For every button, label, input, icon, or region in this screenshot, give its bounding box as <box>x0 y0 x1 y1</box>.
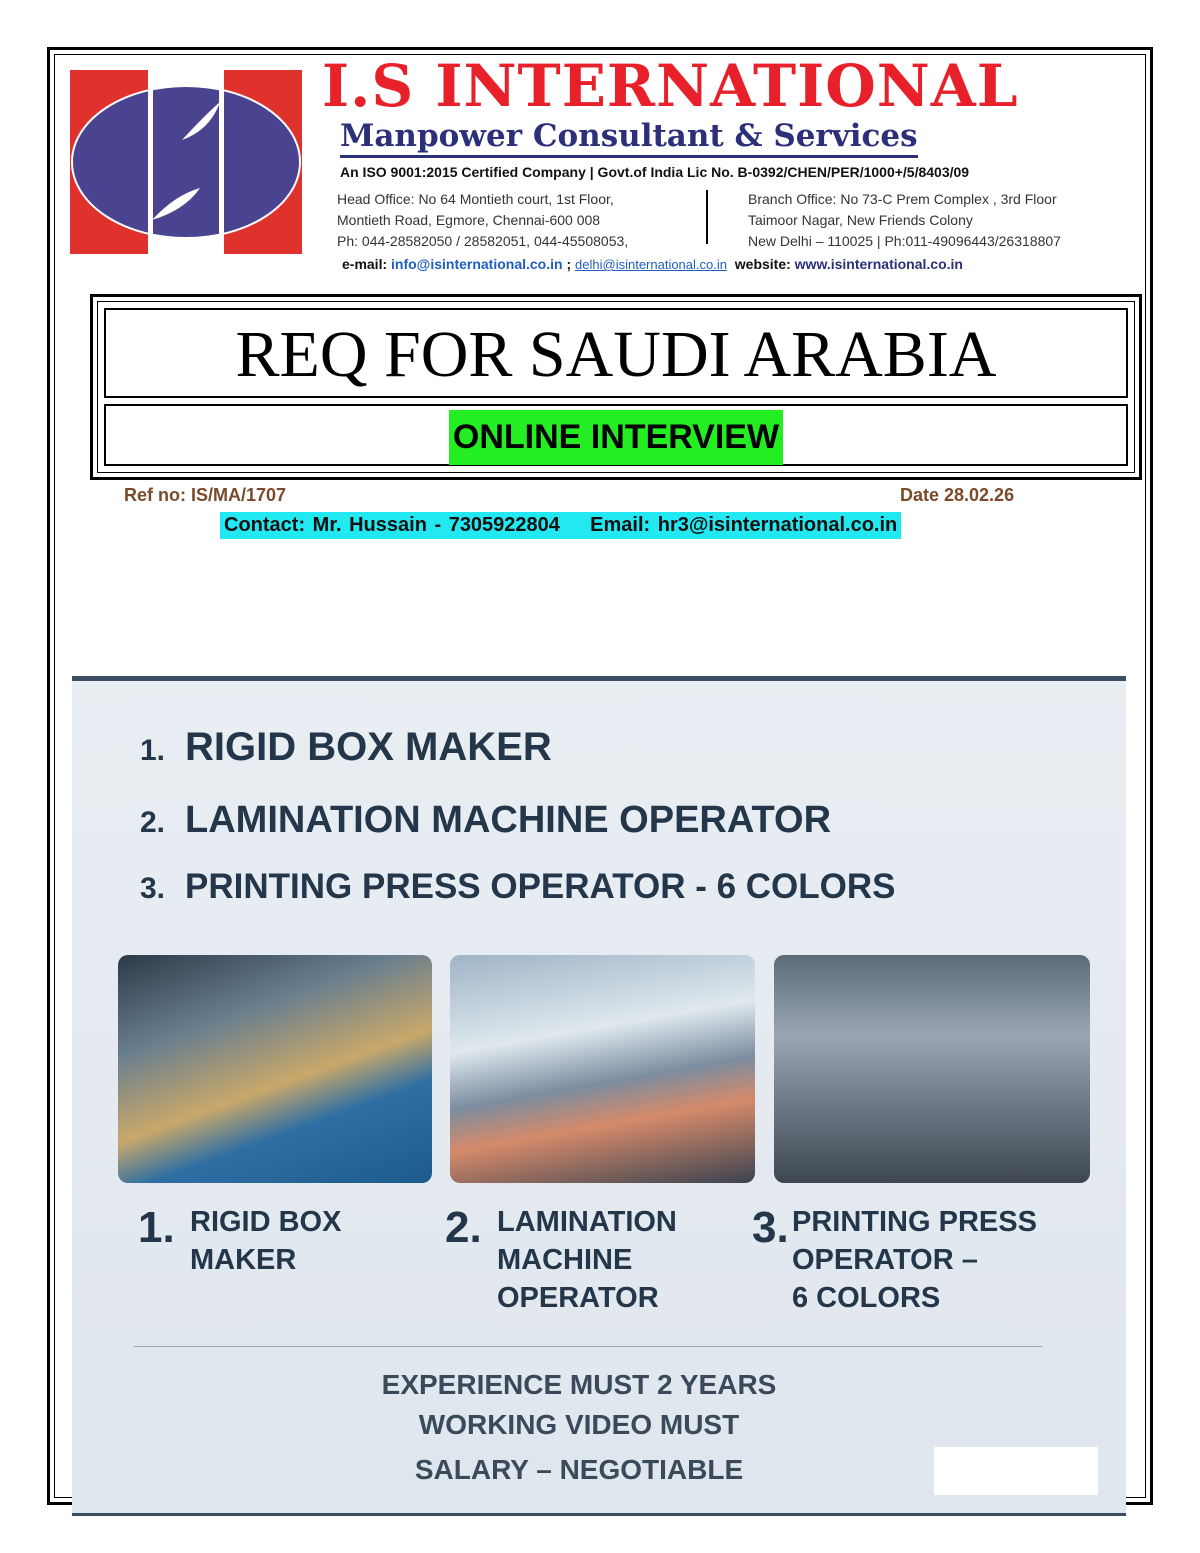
reference-number: Ref no: IS/MA/1707 <box>124 485 287 505</box>
website-label: website: <box>734 256 791 272</box>
contact-info: Contact: Mr. Hussain - 7305922804 Email: hr3@isinternational.co.in <box>220 512 901 539</box>
divider <box>134 1346 1042 1347</box>
caption-line: MACHINE <box>497 1244 633 1276</box>
caption-line: MAKER <box>190 1244 297 1276</box>
caption-line: LAMINATION <box>497 1206 677 1238</box>
page-title: REQ FOR SAUDI ARABIA <box>104 308 1128 398</box>
requirement: WORKING VIDEO MUST <box>418 1409 740 1440</box>
caption-number: 1. <box>138 1203 175 1252</box>
subtitle: ONLINE INTERVIEW <box>449 410 783 465</box>
separator: ; <box>566 256 572 272</box>
address-line: Head Office: No 64 Montieth court, 1st Floor, <box>337 191 614 207</box>
caption-line: OPERATOR <box>497 1282 659 1314</box>
subtitle-box <box>104 404 1128 466</box>
email-link[interactable]: info@isinternational.co.in <box>391 256 563 272</box>
caption-number: 2. <box>445 1203 482 1252</box>
caption <box>138 1203 342 1279</box>
email-link[interactable]: delhi@isinternational.co.in <box>575 257 727 272</box>
caption-number: 3. <box>752 1203 789 1252</box>
certification-line: An ISO 9001:2015 Certified Company | Govt.of India Lic No. B-0392/CHEN/PER/1000+/5/8403/09 <box>340 164 970 180</box>
address-line: Montieth Road, Egmore, Chennai-600 008 <box>337 212 601 228</box>
branch-office-address <box>748 189 1061 252</box>
job-title <box>140 867 896 907</box>
caption-line: 6 COLORS <box>792 1282 941 1314</box>
job-label: RIGID BOX MAKER <box>185 725 552 769</box>
job-number: 3. <box>140 872 166 905</box>
caption <box>752 1203 1037 1317</box>
company-name: I.S INTERNATIONAL <box>322 52 1019 120</box>
contact-line <box>342 256 963 272</box>
job-title <box>140 799 831 842</box>
website-link[interactable]: www.isinternational.co.in <box>794 256 963 272</box>
job-label: LAMINATION MACHINE OPERATOR <box>185 799 832 841</box>
head-office-address <box>337 189 628 252</box>
address-line: Ph: 044-28582050 / 28582051, 044-45508053, <box>337 233 629 249</box>
email-label: e-mail: <box>342 256 388 272</box>
job-number: 2. <box>140 806 166 839</box>
address-line: Taimoor Nagar, New Friends Colony <box>748 212 973 228</box>
date: Date 28.02.26 <box>900 485 1015 505</box>
company-tagline: Manpower Consultant & Services <box>340 118 918 158</box>
divider <box>706 190 708 244</box>
caption-line: RIGID BOX <box>190 1206 342 1238</box>
job-poster <box>72 676 1126 1516</box>
blank-patch <box>934 1447 1098 1495</box>
job-title <box>140 725 552 770</box>
address-line: Branch Office: No 73-C Prem Complex , 3rd Floor <box>748 191 1057 207</box>
caption-line: PRINTING PRESS <box>792 1206 1037 1238</box>
job-label: PRINTING PRESS OPERATOR - 6 COLORS <box>185 867 896 906</box>
requirement: EXPERIENCE MUST 2 YEARS <box>381 1369 777 1400</box>
job-number: 1. <box>140 734 166 767</box>
rigid-box-photo <box>118 955 432 1183</box>
company-logo <box>70 70 302 254</box>
lamination-machine-photo <box>450 955 755 1183</box>
address-line: New Delhi – 110025 | Ph:011-49096443/26318807 <box>748 233 1061 249</box>
caption <box>445 1203 677 1317</box>
caption-line: OPERATOR – <box>792 1244 978 1276</box>
requirement: SALARY – NEGOTIABLE <box>414 1454 744 1485</box>
printing-press-photo <box>774 955 1090 1183</box>
